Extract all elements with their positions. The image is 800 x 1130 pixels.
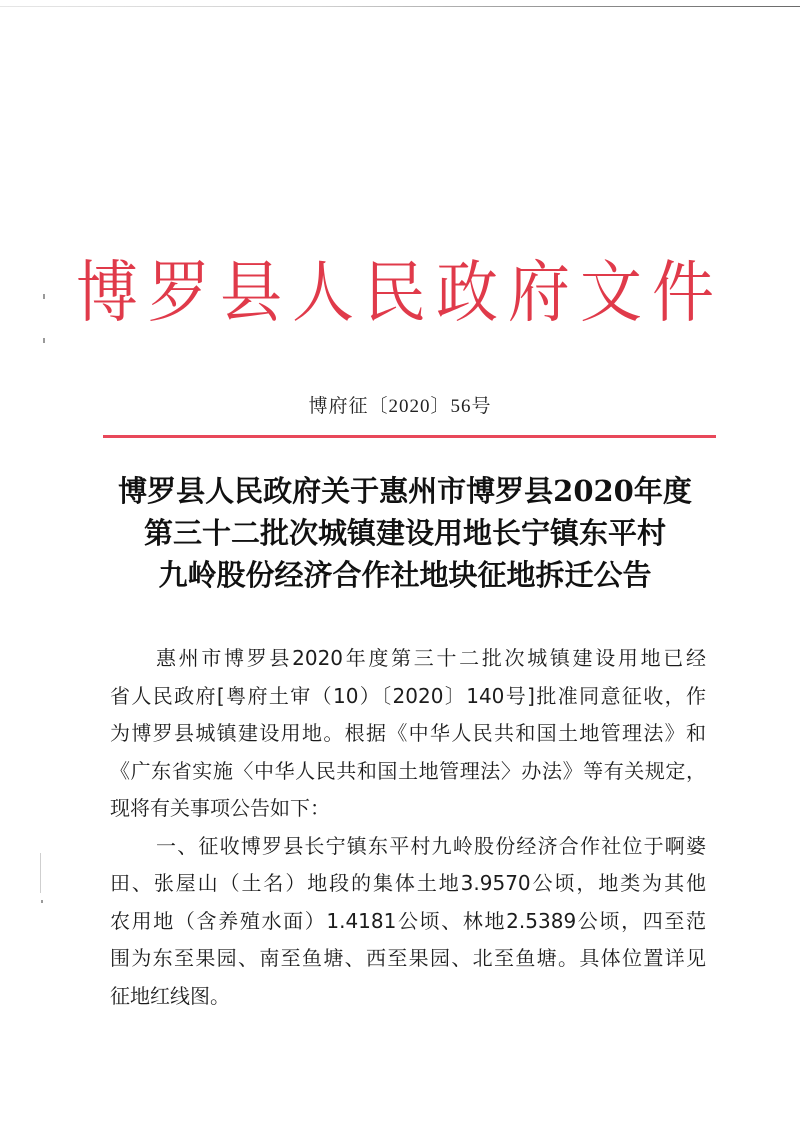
document-header: 博罗县人民政府文件 xyxy=(75,253,724,332)
body-line: 围为东至果园、南至鱼塘、西至果园、北至鱼塘。具体位置详见 xyxy=(110,946,706,970)
body-line: 《广东省实施〈中华人民共和国土地管理法〉办法》等有关规定， xyxy=(110,758,706,783)
body-line: 一、征收博罗县长宁镇东平村九岭股份经济合作社位于啊婆 xyxy=(156,833,706,858)
red-divider-rule xyxy=(103,435,716,438)
document-number: 博府征〔2020〕56号 xyxy=(308,396,492,417)
document-body xyxy=(110,640,706,1015)
scan-speck xyxy=(41,900,43,903)
body-line: 农用地（含养殖水面）1.4181公顷、林地2.5389公顷，四至范 xyxy=(110,908,706,933)
body-line: 省人民政府[粤府土审（10）〔2020〕140号]批准同意征收，作 xyxy=(110,683,706,708)
body-line: 惠州市博罗县2020年度第三十二批次城镇建设用地已经 xyxy=(156,646,706,670)
body-line: 征地红线图。 xyxy=(110,983,230,1008)
title-line: 博罗县人民政府关于惠州市博罗县2020年度 xyxy=(118,474,692,508)
paragraph-item-1 xyxy=(110,828,706,1016)
document-title xyxy=(0,470,800,596)
scan-speck xyxy=(40,853,41,893)
body-line: 田、张屋山（土名）地段的集体土地3.9570公顷，地类为其他 xyxy=(110,871,706,895)
scan-edge-line xyxy=(0,6,800,7)
paragraph-intro xyxy=(110,640,706,828)
body-line: 为博罗县城镇建设用地。根据《中华人民共和国土地管理法》和 xyxy=(110,721,706,745)
title-line: 第三十二批次城镇建设用地长宁镇东平村 xyxy=(143,516,666,550)
body-line: 现将有关事项公告如下： xyxy=(110,796,330,820)
title-line: 九岭股份经济合作社地块征地拆迁公告 xyxy=(158,558,652,592)
